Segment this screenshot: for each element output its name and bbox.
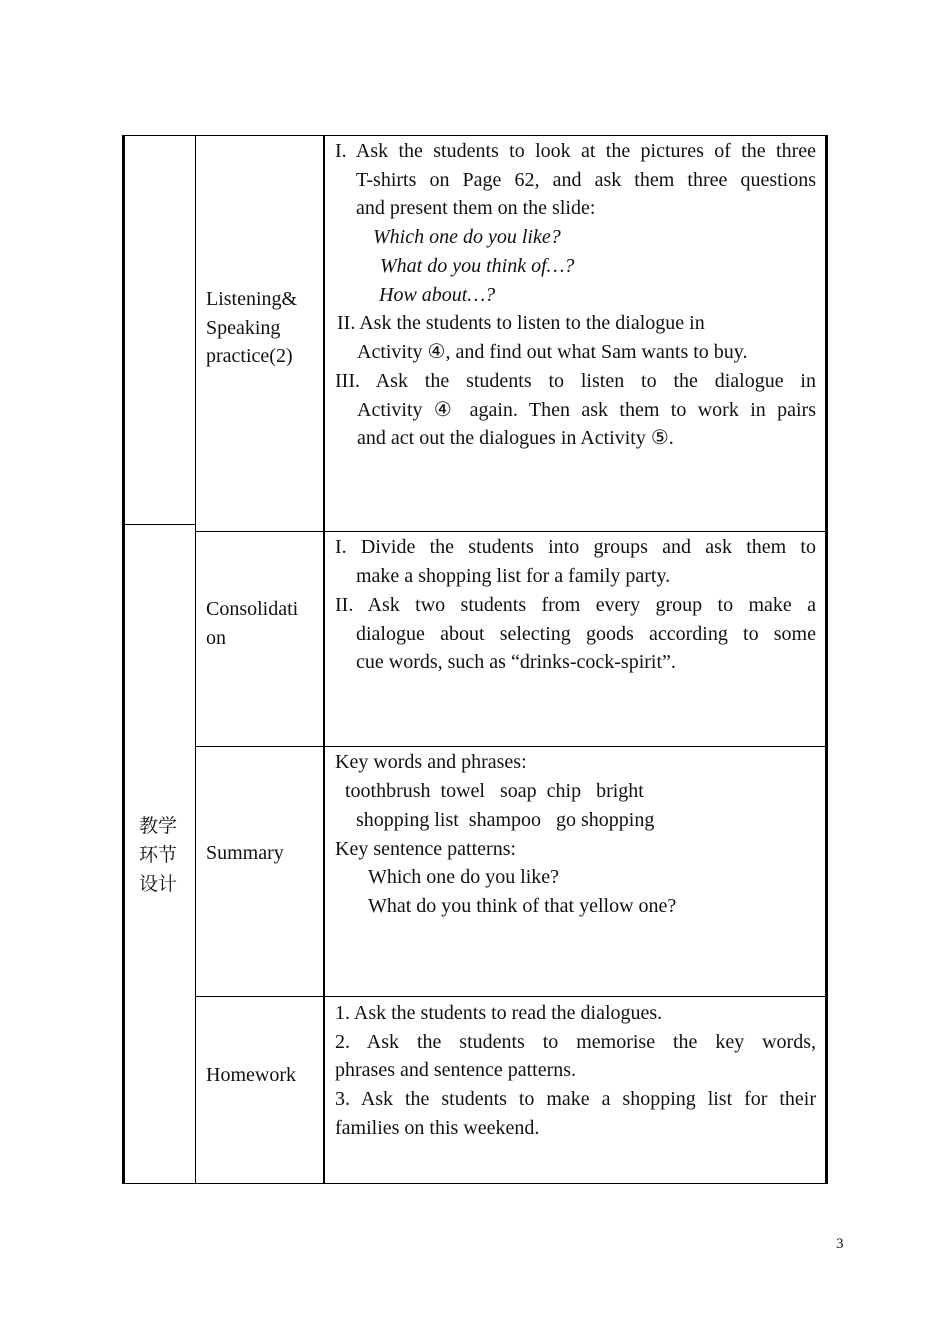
section-label-line: 设计 (139, 873, 178, 895)
activity-line: I. Divide the students into groups and ask them to (335, 536, 816, 558)
activity-line: make a shopping list for a family party. (356, 565, 671, 587)
table-border-left (122, 135, 125, 1184)
stage-label: Homework (206, 1064, 296, 1086)
row-divider-3 (195, 996, 827, 997)
activity-line: T-shirts on Page 62, and ask them three questions (356, 169, 816, 191)
section-label-line: 环节 (139, 844, 178, 866)
section-label-line: 教学 (139, 815, 178, 837)
activity-line: II. Ask two students from every group to make a (335, 594, 816, 616)
column-divider-2 (323, 135, 325, 1184)
column-divider-1 (195, 135, 196, 1184)
sentence-pattern-line: What do you think of that yellow one? (368, 895, 677, 917)
activity-line: 1. Ask the students to read the dialogues. (335, 1002, 663, 1024)
question-line: Which one do you like? (373, 226, 561, 248)
page-number: 3 (836, 1236, 844, 1252)
stage-label: on (206, 627, 226, 649)
activity-line: Key words and phrases: (335, 751, 527, 773)
activity-line: 3. Ask the students to make a shopping list for their (335, 1088, 816, 1110)
stage-label: Consolidati (206, 598, 299, 620)
stage-label: practice(2) (206, 345, 293, 367)
question-line: How about…? (379, 284, 496, 306)
table-border-right (825, 135, 828, 1184)
activity-line: I. Ask the students to look at the pictures of the three (335, 140, 816, 162)
table-border-bottom (122, 1183, 828, 1184)
key-words-line: toothbrush towel soap chip bright (345, 780, 644, 802)
activity-line: Activity ④, and find out what Sam wants to buy. (357, 341, 748, 363)
table-border-top (122, 135, 828, 136)
row-divider-2 (195, 746, 827, 747)
activity-line: phrases and sentence patterns. (335, 1059, 577, 1081)
stage-label: Listening& (206, 288, 298, 310)
activity-line: cue words, such as “drinks-cock-spirit”. (356, 651, 676, 673)
row-divider-1 (195, 531, 827, 532)
left-cell-divider (122, 524, 196, 525)
activity-line: Key sentence patterns: (335, 838, 517, 860)
stage-label: Speaking (206, 317, 281, 339)
activity-line: II. Ask the students to listen to the dialogue in (337, 312, 705, 334)
activity-line: 2. Ask the students to memorise the key words, (335, 1031, 816, 1053)
activity-line: Activity ④ again. Then ask them to work in pairs (357, 399, 816, 421)
sentence-pattern-line: Which one do you like? (368, 866, 560, 888)
activity-line: and act out the dialogues in Activity ⑤. (357, 427, 674, 449)
stage-label: Summary (206, 842, 284, 864)
activity-line: dialogue about selecting goods according to some (356, 623, 816, 645)
activity-line: and present them on the slide: (356, 197, 596, 219)
key-words-line: shopping list shampoo go shopping (356, 809, 655, 831)
question-line: What do you think of…? (380, 255, 575, 277)
activity-line: III. Ask the students to listen to the dialogue in (335, 370, 816, 392)
activity-line: families on this weekend. (335, 1117, 540, 1139)
